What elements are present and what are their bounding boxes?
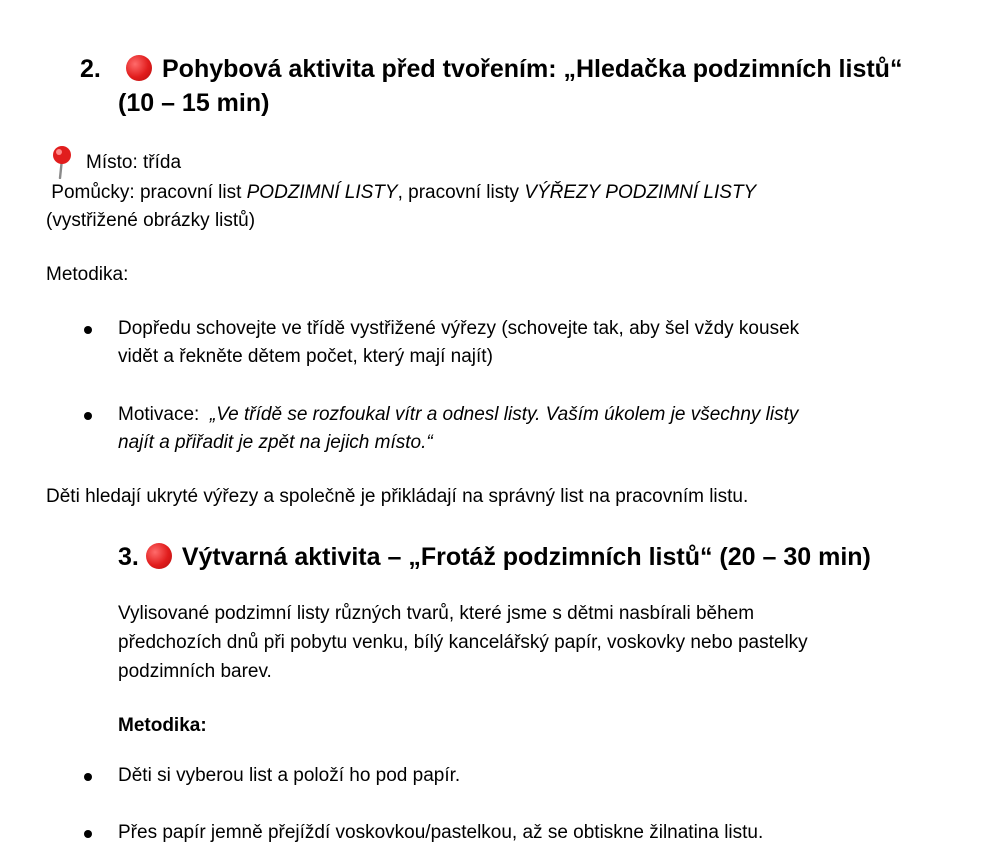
bullet-marker: [84, 773, 92, 781]
method-label-3-text: Metodika:: [118, 715, 207, 736]
place-text: Místo: třída: [86, 152, 182, 173]
tools-prefix: Pomůcky: pracovní list: [46, 182, 247, 203]
materials-line1: Vylisované podzimní listy různých tvarů, které jsme s dětmi nasbírali během: [118, 603, 755, 624]
section-3-number: 3.: [118, 543, 139, 571]
summary-text: Děti hledají ukryté výřezy a společně je přikládají na správný list na pracovním listu.: [46, 486, 749, 507]
red-circle-icon: [126, 55, 152, 81]
tools-middle: , pracovní listy: [397, 182, 525, 203]
materials-line3: podzimních barev.: [118, 661, 272, 682]
bullet-marker: [84, 412, 92, 420]
section-3-bullet-1: Děti si vyberou list a položí ho pod papír.: [118, 765, 461, 786]
section-2-heading: [80, 52, 960, 120]
motivation-quote-line2: najít a přiřadit je zpět na jejich místo.“: [118, 432, 433, 453]
section-2-title-line2: (10 – 15 min): [118, 89, 270, 117]
tools-emphasis-2: VÝŘEZY PODZIMNÍ LISTY: [524, 182, 757, 203]
tools-emphasis-1: PODZIMNÍ LISTY: [246, 182, 398, 203]
section-3-title: Výtvarná aktivita – „Frotáž podzimních listů“ (20 – 30 min): [181, 543, 871, 571]
section-3-heading: [118, 540, 978, 574]
section-2-title-line1: Pohybová aktivita před tvořením: „Hledačka podzimních listů“: [162, 55, 903, 83]
tools-text: [46, 179, 756, 207]
tools-text-line2: (vystřižené obrázky listů): [46, 210, 256, 231]
method-label-3: [118, 712, 207, 740]
materials-line2: předchozích dnů při pobytu venku, bílý kancelářský papír, voskovky nebo pastelky: [118, 632, 808, 653]
motivation-quote-line1: „Ve třídě se rozfoukal vítr a odnesl listy. Vaším úkolem je všechny listy: [209, 404, 799, 425]
bullet-2-line1: [118, 401, 798, 429]
bullet-1-line2: vidět a řekněte dětem počet, který mají najít): [118, 346, 493, 367]
section-3-bullet-2: Přes papír jemně přejíždí voskovkou/pastelkou, až se obtiskne žilnatina listu.: [118, 822, 764, 843]
method-label-2: Metodika:: [46, 264, 129, 285]
red-circle-icon: [146, 543, 172, 569]
bullet-2-line2: [118, 429, 433, 457]
bullet-marker: [84, 830, 92, 838]
pushpin-icon: [50, 145, 74, 179]
motivation-label: Motivace:: [118, 404, 210, 425]
section-2-number: 2.: [80, 55, 101, 83]
bullet-1-line1: Dopředu schovejte ve třídě vystřižené výřezy (schovejte tak, aby šel vždy kousek: [118, 318, 800, 339]
bullet-marker: [84, 326, 92, 334]
